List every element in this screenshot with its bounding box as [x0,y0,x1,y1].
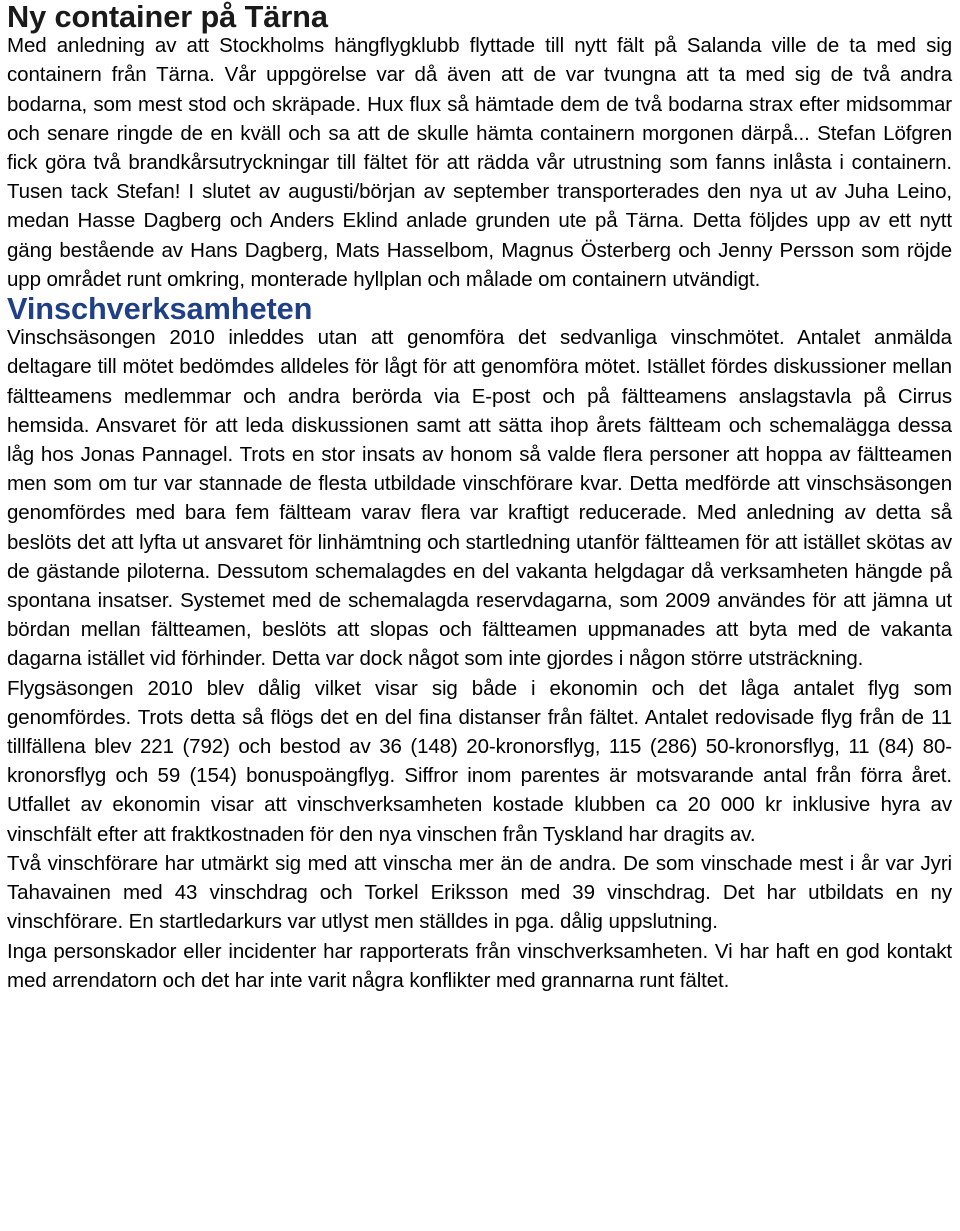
vinsch-paragraph-2: Flygsäsongen 2010 blev dålig vilket visar sig både i ekonomin och det låga antalet flyg som genomfördes. Trots detta så flögs det en del fina distanser från fältet. Antalet redovisade flyg från de 11 tillfällena blev 221 (792) och bestod av 36 (148) 20-kronorsflyg, 115 (286) 50-kronorsflyg, 11 (84) 80-kronorsflyg och 59 (154) bonuspoängflyg. Siffror inom parentes är motsvarande antal från förra året. Utfallet av ekonomin visar att vinschverksamheten kostade klubben ca 20 000 kr inklusive hyra av vinschfält efter att fraktkostnaden för den nya vinschen från Tyskland har dragits av. [7,676,952,846]
section-heading-vinsch: Vinschverksamheten [7,291,313,327]
vinsch-paragraph-3: Två vinschförare har utmärkt sig med att vinscha mer än de andra. De som vinschade mest i år var Jyri Tahavainen med 43 vinschdrag och Torkel Eriksson med 39 vinschdrag. Det har utbildats en ny vinschförare. En startledarkurs var utlyst men ställdes in pga. dålig uppslutning. [7,851,952,934]
container-paragraph: Med anledning av att Stockholms hängflygklubb flyttade till nytt fält på Salanda ville de ta med sig containern från Tärna. Vår uppgörelse var då även att de var tvungna att ta med sig de två andra bodarna, som mest stod och skräpade. Hux flux så hämtade dem de två bodarna strax efter midsommar och senare ringde de en kväll och sa att de skulle hämta containern morgonen därpå... Stefan Löfgren fick göra två brandkårsutryckningar till fältet för att rädda vår utrustning som fanns inlåsta i containern. Tusen tack Stefan! I slutet av augusti/början av september transporterades den nya ut av Juha Leino, medan Hasse Dagberg och Anders Eklind anlade grunden ute på Tärna. Detta följdes upp av ett nytt gäng bestående av Hans Dagberg, Mats Hasselbom, Magnus Österberg och Jenny Persson som röjde upp området runt omkring, monterade hyllplan och målade om containern utvändigt. [7,34,952,291]
vinsch-paragraph-4: Inga personskador eller incidenter har rapporterats från vinschverksamheten. Vi har haft en god kontakt med arrendatorn och det har inte varit några konflikter med grannarna runt fältet. [7,939,952,992]
vinsch-paragraph-1: Vinschsäsongen 2010 inleddes utan att genomföra det sedvanliga vinschmötet. Antalet anmälda deltagare till mötet bedömdes alldeles för lågt för att genomföra mötet. Istället fördes diskussioner mellan fältteamens medlemmar och andra berörda via E-post och på fältteamens anslagstavla på Cirrus hemsida. Ansvaret för att leda diskussionen samt att sätta ihop årets fältteam och schemalägga dessa låg hos Jonas Pannagel. Trots en stor insats av honom så valde flera personer att hoppa av fältteamen men som om tur var stannade de flesta utbildade vinschförare kvar. Detta medförde att vinschsäsongen genomfördes med bara fem fältteam varav flera var kraftigt reducerade. Med anledning av detta så beslöts det att lyfta ut ansvaret för linhämtning och startledning utanför fältteamen för att istället skötas av de gästande piloterna. Dessutom schemalagdes en del vakanta helgdagar då verksamheten hängde på spontana insatser. Systemet med de schemalagda reservdagarna, som 2009 användes för att jämna ut bördan mellan fältteamen, beslöts att slopas och fältteamen uppmanades att byta med de vakanta dagarna istället vid förhinder. Detta var dock något som inte gjordes i någon större utsträckning. [7,326,952,671]
section-heading-container: Ny container på Tärna [7,0,328,34]
